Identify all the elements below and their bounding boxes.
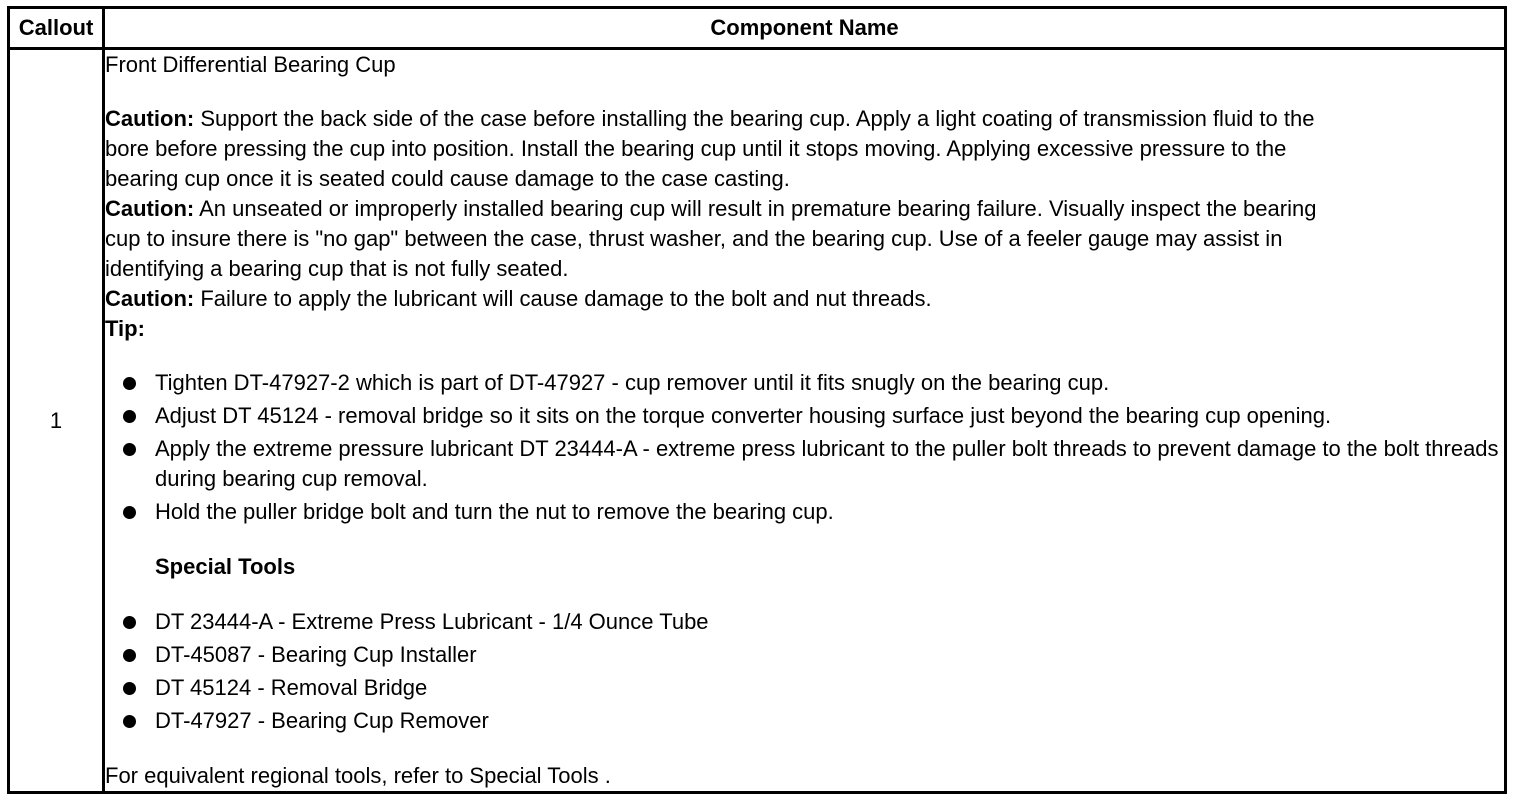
caution-text: bearing cup once it is seated could cause damage to the case casting. [105, 166, 790, 191]
tip-steps-list [105, 368, 1504, 527]
list-item: Apply the extreme pressure lubricant DT 23444-A - extreme press lubricant to the puller bolt threads to prevent damage to the bolt threads during bearing cup removal. [105, 434, 1504, 494]
bullet-icon [123, 377, 136, 390]
caution-label: Caution: [105, 286, 195, 311]
callout-number: 1 [9, 49, 104, 793]
bullet-icon [123, 715, 136, 728]
bullet-icon [123, 649, 136, 662]
caution-2 [105, 194, 1504, 284]
list-item: DT 23444-A - Extreme Press Lubricant - 1/4 Ounce Tube [105, 607, 1504, 637]
bullet-icon [123, 616, 136, 629]
caution-label: Caution: [105, 106, 195, 131]
caution-text: identifying a bearing cup that is not fully seated. [105, 256, 569, 281]
caution-1 [105, 104, 1504, 194]
header-component-name: Component Name [104, 8, 1506, 49]
caution-label: Caution: [105, 196, 195, 221]
table-header-row [9, 8, 1506, 49]
bullet-icon [123, 410, 136, 423]
caution-text: Failure to apply the lubricant will cause damage to the bolt and nut threads. [200, 286, 932, 311]
caution-3 [105, 284, 1504, 314]
tip-label: Tip: [105, 316, 145, 341]
special-tools-heading: Special Tools [155, 554, 296, 579]
bullet-icon [123, 682, 136, 695]
table-row [9, 49, 1506, 793]
footer-note: For equivalent regional tools, refer to Special Tools . [105, 763, 611, 788]
list-item: Tighten DT-47927-2 which is part of DT-47927 - cup remover until it fits snugly on the bearing cup. [105, 368, 1504, 398]
component-table [7, 6, 1507, 794]
caution-text: An unseated or improperly installed bearing cup will result in premature bearing failure. Visually inspect the bearing [199, 196, 1317, 221]
list-item: DT 45124 - Removal Bridge [105, 673, 1504, 703]
caution-text: bore before pressing the cup into position. Install the bearing cup until it stops moving. Applying excessive pressure to the [105, 136, 1287, 161]
component-title: Front Differential Bearing Cup [105, 52, 396, 77]
caution-text: cup to insure there is "no gap" between the case, thrust washer, and the bearing cup. Use of a feeler gauge may assist in [105, 226, 1283, 251]
list-item: Hold the puller bridge bolt and turn the nut to remove the bearing cup. [105, 497, 1504, 527]
bullet-icon [123, 506, 136, 519]
list-item: DT-45087 - Bearing Cup Installer [105, 640, 1504, 670]
special-tools-list [105, 607, 1504, 736]
header-callout: Callout [9, 8, 104, 49]
caution-text: Support the back side of the case before installing the bearing cup. Apply a light coating of transmission fluid to the [200, 106, 1315, 131]
bullet-icon [123, 443, 136, 456]
list-item: Adjust DT 45124 - removal bridge so it sits on the torque converter housing surface just beyond the bearing cup opening. [105, 401, 1504, 431]
component-description [104, 49, 1506, 793]
list-item: DT-47927 - Bearing Cup Remover [105, 706, 1504, 736]
